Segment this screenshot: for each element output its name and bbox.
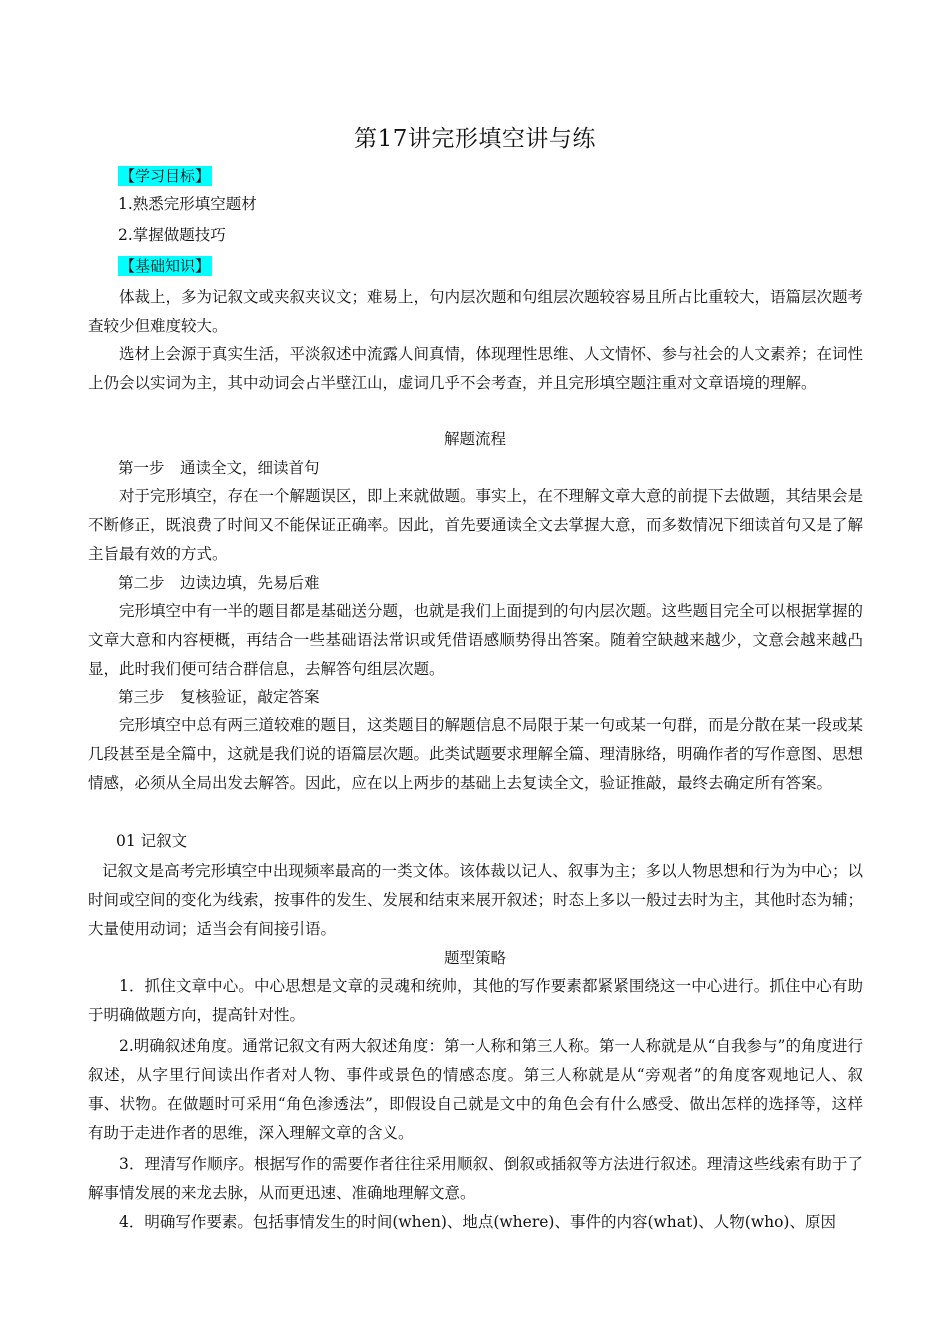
section-narrative-heading: 01 记叙文 [116, 832, 188, 850]
paragraph-step-2: 完形填空中有一半的题目都是基础送分题，也就是我们上面提到的句内层次题。这些题目完全可以根据掌握的文章大意和内容梗概，再结合一些基础语法常识或凭借语感顺势得出答案。随着空缺越来越少，文意会越来越凸显，此时我们便可结合群信息，去解答句组层次题。 [88, 602, 864, 678]
paragraph-step-1: 对于完形填空，存在一个解题误区，即上来就做题。事实上，在不理解文章大意的前提下去做题，其结果会是不断修正，既浪费了时间又不能保证正确率。因此，首先要通读全文去掌握大意，而多数情况下细读首句又是了解主旨最有效的方式。 [88, 487, 864, 563]
step-2-heading: 第二步 边读边填，先易后难 [118, 574, 320, 592]
learning-goals-tag: 【学习目标】 [120, 167, 211, 185]
paragraph-step-3: 完形填空中总有两三道较难的题目，这类题目的解题信息不局限于某一句或某一句群，而是分散在某一段或某几段甚至是全篇中，这就是我们说的语篇层次题。此类试题要求理解全篇、理清脉络，明确作者的写作意图、思想情感，必须从全局出发去解答。因此，应在以上两步的基础上去复读全文，验证推敲，最终去确定所有答案。 [88, 716, 864, 792]
strategy-item-3: 3．理清写作顺序。根据写作的需要作者往往采用顺叙、倒叙或插叙等方法进行叙述。理清这些线索有助于了解事情发展的来龙去脉，从而更迅速、准确地理解文意。 [88, 1155, 863, 1202]
step-1-heading: 第一步 通读全文，细读首句 [118, 459, 320, 477]
step-3-heading: 第三步 复核验证，敲定答案 [118, 688, 320, 706]
strategy-item-1: 1．抓住文章中心。中心思想是文章的灵魂和统帅，其他的写作要素都紧紧围绕这一中心进行。抓住中心有助于明确做题方向，提高针对性。 [88, 977, 863, 1024]
strategy-heading: 题型策略 [443, 949, 506, 967]
strategy-item-4: 4．明确写作要素。包括事情发生的时间(when)、地点(where)、事件的内容(what)、人物(who)、原因 [119, 1213, 836, 1231]
paragraph-material: 选材上会源于真实生活，平淡叙述中流露人间真情，体现理性思维、人文情怀、参与社会的人文素养；在词性上仍会以实词为主，其中动词会占半壁江山，虚词几乎不会考查，并且完形填空题注重对文章语境的理解。 [88, 345, 864, 392]
paragraph-narrative: 记叙文是高考完形填空中出现频率最高的一类文体。该体裁以记人、叙事为主；多以人物思想和行为为中心；以时间或空间的变化为线索，按事件的发生、发展和结束来展开叙述；时态上多以一般过去时为主，其他时态为辅；大量使用动词；适当会有间接引语。 [88, 862, 864, 938]
goal-item-1: 1.熟悉完形填空题材 [118, 195, 257, 213]
basic-knowledge-tag: 【基础知识】 [120, 257, 211, 275]
page-title: 第17讲完形填空讲与练 [354, 126, 596, 152]
paragraph-genre: 体裁上，多为记叙文或夹叙夹议文；难易上，句内层次题和句组层次题较容易且所占比重较大，语篇层次题考查较少但难度较大。 [88, 288, 864, 335]
process-heading: 解题流程 [443, 430, 506, 448]
goal-item-2: 2.掌握做题技巧 [118, 226, 226, 244]
strategy-item-2: 2.明确叙述角度。通常记叙文有两大叙述角度：第一人称和第三人称。第一人称就是从“自我参与”的角度进行叙述，从字里行间读出作者对人物、事件或景色的情感态度。第三人称就是从“旁观者”的角度客观地记人、叙事、状物。在做题时可采用“角色渗透法”，即假设自己就是文中的角色会有什么感受、做出怎样的选择等，这样有助于走进作者的思维，深入理解文章的含义。 [88, 1037, 863, 1142]
